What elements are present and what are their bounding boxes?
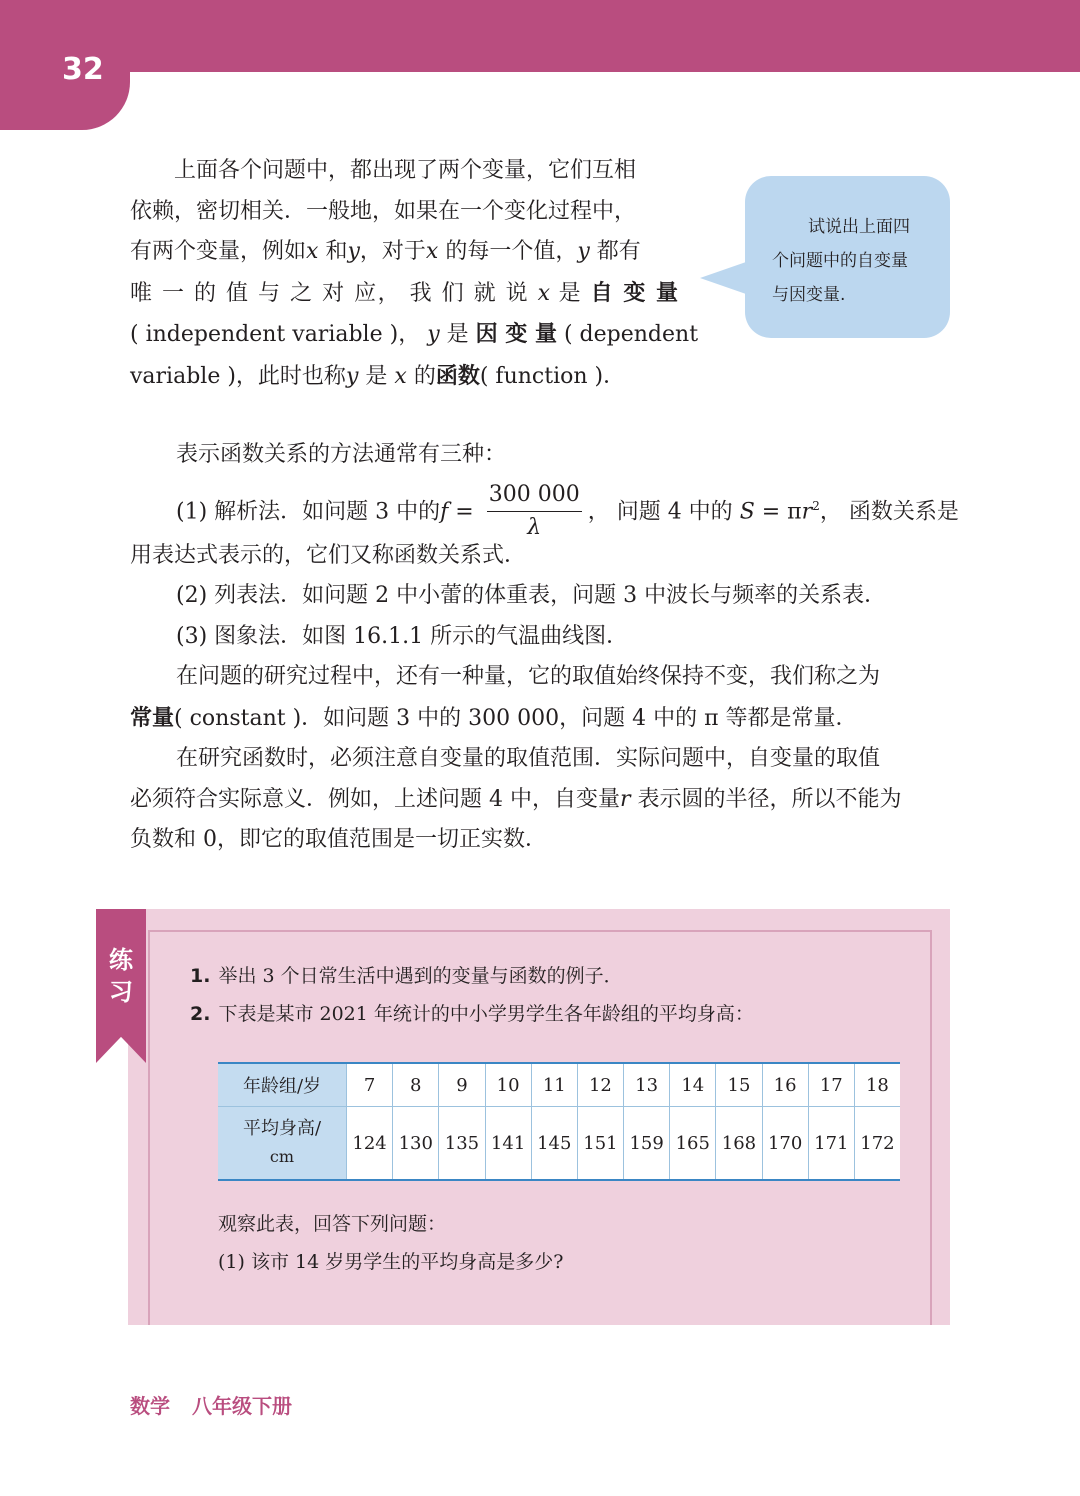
- height-cell: 159: [624, 1107, 670, 1181]
- height-cell: 171: [808, 1107, 854, 1181]
- intro-line: variable )，此时也称y 是 x 的函数( function )．: [130, 362, 626, 389]
- height-cell: 151: [577, 1107, 623, 1181]
- sub-question-1: (1) 该市 14 岁男学生的平均身高是多少?: [218, 1251, 564, 1273]
- height-cell: 124: [347, 1107, 393, 1181]
- height-cell: 135: [439, 1107, 485, 1181]
- table-row: [218, 1063, 900, 1107]
- table-header-age: 年龄组/岁: [218, 1063, 347, 1107]
- height-cell: 172: [854, 1107, 900, 1181]
- intro-line: 唯 一 的 值 与 之 对 应， 我 们 就 说 x 是 自 变 量: [130, 279, 678, 306]
- constant-line: 常量( constant )．如问题 3 中的 300 000，问题 4 中的 π 等都是常量．: [130, 704, 858, 731]
- method-1-cont: 用表达式表示的，它们又称函数关系式．: [130, 542, 527, 568]
- intro-line: 有两个变量，例如x 和y，对于x 的每一个值，y 都有: [130, 239, 641, 264]
- term-constant: 常量: [130, 704, 175, 731]
- method-3: (3) 图象法．如图 16.1.1 所示的气温曲线图．: [176, 623, 629, 649]
- term-independent: 自 变 量: [590, 279, 678, 306]
- age-cell: 7: [347, 1063, 393, 1107]
- method-2: (2) 列表法．如问题 2 中小蕾的体重表，问题 3 中波长与频率的关系表．: [176, 583, 887, 608]
- height-cell: 130: [393, 1107, 439, 1181]
- age-cell: 8: [393, 1063, 439, 1107]
- table-row: [218, 1107, 900, 1181]
- intro-line: 上面各个问题中，都出现了两个变量，它们互相: [174, 158, 637, 183]
- range-line: 负数和 0，即它的取值范围是一切正实数．: [130, 827, 547, 852]
- height-cell: 145: [531, 1107, 577, 1181]
- age-cell: 18: [854, 1063, 900, 1107]
- age-cell: 9: [439, 1063, 485, 1107]
- exercise-question-2: 2. 下表是某市 2021 年统计的中小学男学生各年龄组的平均身高：: [190, 1003, 754, 1025]
- age-cell: 16: [762, 1063, 808, 1107]
- age-cell: 15: [716, 1063, 762, 1107]
- exercise-ribbon-label: 练 习: [109, 946, 133, 1006]
- height-cell: 168: [716, 1107, 762, 1181]
- footer-subject: 数学: [130, 1394, 170, 1418]
- term-function: 函数: [435, 362, 480, 389]
- speech-bubble-text: 试说出上面四 个问题中的自变量 与因变量.: [772, 217, 910, 305]
- method-1: (1) 解析法．如问题 3 中的f = $\frac{300 000}{\lambda}$ ， 问题 4 中的 $S = \pi r^2$， 函数关系是: [130, 476, 952, 536]
- footer: [130, 1390, 292, 1419]
- age-cell: 12: [577, 1063, 623, 1107]
- table-header-height: 平均身高/ cm: [218, 1107, 347, 1181]
- constant-line: 在问题的研究过程中，还有一种量，它的取值始终保持不变，我们称之为: [176, 664, 881, 689]
- intro-line: 依赖，密切相关．一般地，如果在一个变化过程中，: [130, 198, 637, 224]
- age-cell: 17: [808, 1063, 854, 1107]
- exercise-question-1: 1. 举出 3 个日常生活中遇到的变量与函数的例子．: [190, 965, 623, 987]
- methods-intro: 表示函数关系的方法通常有三种：: [176, 442, 507, 467]
- height-cell: 141: [485, 1107, 531, 1181]
- height-cell: 170: [762, 1107, 808, 1181]
- height-table: [218, 1062, 900, 1181]
- term-dependent: 因 变 量: [475, 321, 557, 347]
- height-cell: 165: [670, 1107, 716, 1181]
- age-cell: 13: [624, 1063, 670, 1107]
- range-line: 必须符合实际意义．例如，上述问题 4 中，自变量r 表示圆的半径，所以不能为: [130, 786, 902, 812]
- age-cell: 14: [670, 1063, 716, 1107]
- speech-bubble-tail: [700, 262, 746, 294]
- methods-section: [130, 435, 959, 861]
- page-number: 32: [62, 52, 104, 87]
- header-bar: [0, 0, 1080, 72]
- footer-grade: 八年级下册: [192, 1394, 292, 1418]
- fraction: $\frac{300 000}{\lambda}$: [487, 479, 582, 544]
- age-cell: 11: [531, 1063, 577, 1107]
- intro-line: ( independent variable )， y 是 因 变 量 ( dependent: [130, 321, 699, 347]
- intro-paragraph: [130, 151, 699, 397]
- range-line: 在研究函数时，必须注意自变量的取值范围．实际问题中，自变量的取值: [176, 746, 881, 771]
- age-cell: 10: [485, 1063, 531, 1107]
- observe-instruction: 观察此表，回答下列问题：: [218, 1213, 447, 1235]
